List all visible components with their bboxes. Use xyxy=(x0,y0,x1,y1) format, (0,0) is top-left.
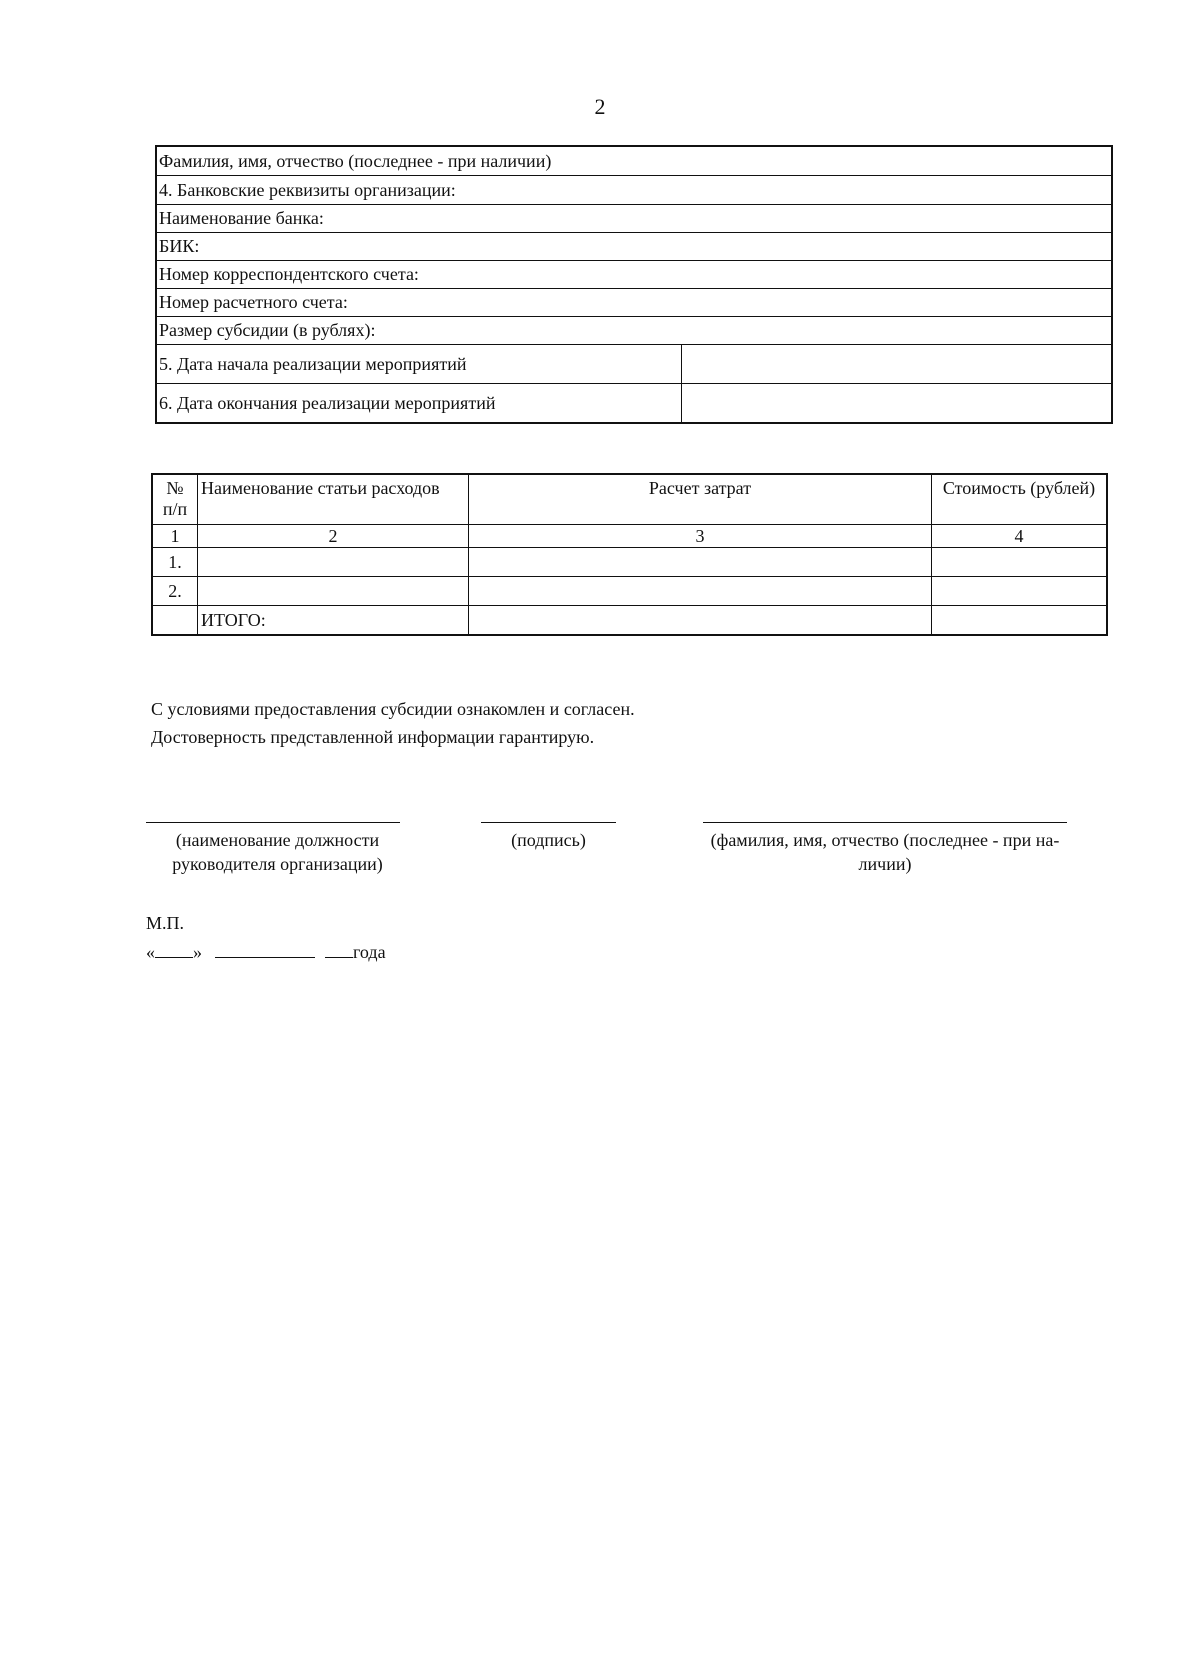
table-cell xyxy=(469,606,932,636)
table-cell xyxy=(469,548,932,577)
table-cell xyxy=(469,577,932,606)
header-number-line2: п/п xyxy=(162,499,188,519)
table-cell xyxy=(932,548,1108,577)
end-date-value xyxy=(682,384,1113,424)
full-name-row: Фамилия, имя, отчество (последнее - при наличии) xyxy=(156,146,1112,176)
bank-name-row: Наименование банка: xyxy=(156,205,1112,233)
header-number-line1: № xyxy=(166,478,184,498)
signature-line xyxy=(481,822,616,823)
statement-line-2: Достоверность представленной информации гарантирую. xyxy=(151,727,595,747)
table-cell xyxy=(198,577,469,606)
page-number: 2 xyxy=(594,94,606,119)
position-caption-line2: руководителя организации) xyxy=(172,854,383,874)
date-line xyxy=(146,941,386,963)
index-cell: 1 xyxy=(152,525,198,548)
subsidy-amount-row: Размер субсидии (в рублях): xyxy=(156,317,1112,345)
year-blank xyxy=(325,941,353,958)
cost-table xyxy=(151,473,1108,636)
table-cell xyxy=(932,606,1108,636)
index-cell: 4 xyxy=(932,525,1108,548)
position-caption-line1: (наименование должности xyxy=(175,830,380,850)
month-blank xyxy=(215,941,315,958)
header-item: Наименование статьи расходов xyxy=(198,474,469,525)
name-signature-line xyxy=(703,822,1067,823)
position-signature-line xyxy=(146,822,400,823)
header-number xyxy=(152,474,198,525)
day-blank xyxy=(155,941,193,958)
position-caption xyxy=(140,828,415,876)
total-label: ИТОГО: xyxy=(198,606,469,636)
corr-account-row: Номер корреспондентского счета: xyxy=(156,261,1112,289)
bank-requisites-heading: 4. Банковские реквизиты организации: xyxy=(156,176,1112,205)
date-open-quote: « xyxy=(146,942,155,962)
name-caption-line2: личии) xyxy=(858,854,912,874)
row-number: 2. xyxy=(152,577,198,606)
header-calc: Расчет затрат xyxy=(469,474,932,525)
statement-line-1: С условиями предоставления субсидии ознакомлен и согласен. xyxy=(151,699,635,719)
header-cost: Стоимость (рублей) xyxy=(932,474,1108,525)
date-close-quote: » xyxy=(193,942,202,962)
signature-caption: (подпись) xyxy=(511,830,586,850)
bik-row: БИК: xyxy=(156,233,1112,261)
table-cell xyxy=(152,606,198,636)
bank-requisites-table xyxy=(155,145,1113,424)
row-number: 1. xyxy=(152,548,198,577)
index-cell: 2 xyxy=(198,525,469,548)
end-date-label: 6. Дата окончания реализации мероприятий xyxy=(156,384,682,424)
start-date-label: 5. Дата начала реализации мероприятий xyxy=(156,345,682,384)
table-cell xyxy=(198,548,469,577)
index-cell: 3 xyxy=(469,525,932,548)
table-cell xyxy=(932,577,1108,606)
start-date-value xyxy=(682,345,1113,384)
settlement-account-row: Номер расчетного счета: xyxy=(156,289,1112,317)
name-caption xyxy=(680,828,1090,876)
name-caption-line1: (фамилия, имя, отчество (последнее - при на- xyxy=(710,830,1060,850)
stamp-mark: М.П. xyxy=(146,913,185,933)
year-label: года xyxy=(353,942,386,962)
